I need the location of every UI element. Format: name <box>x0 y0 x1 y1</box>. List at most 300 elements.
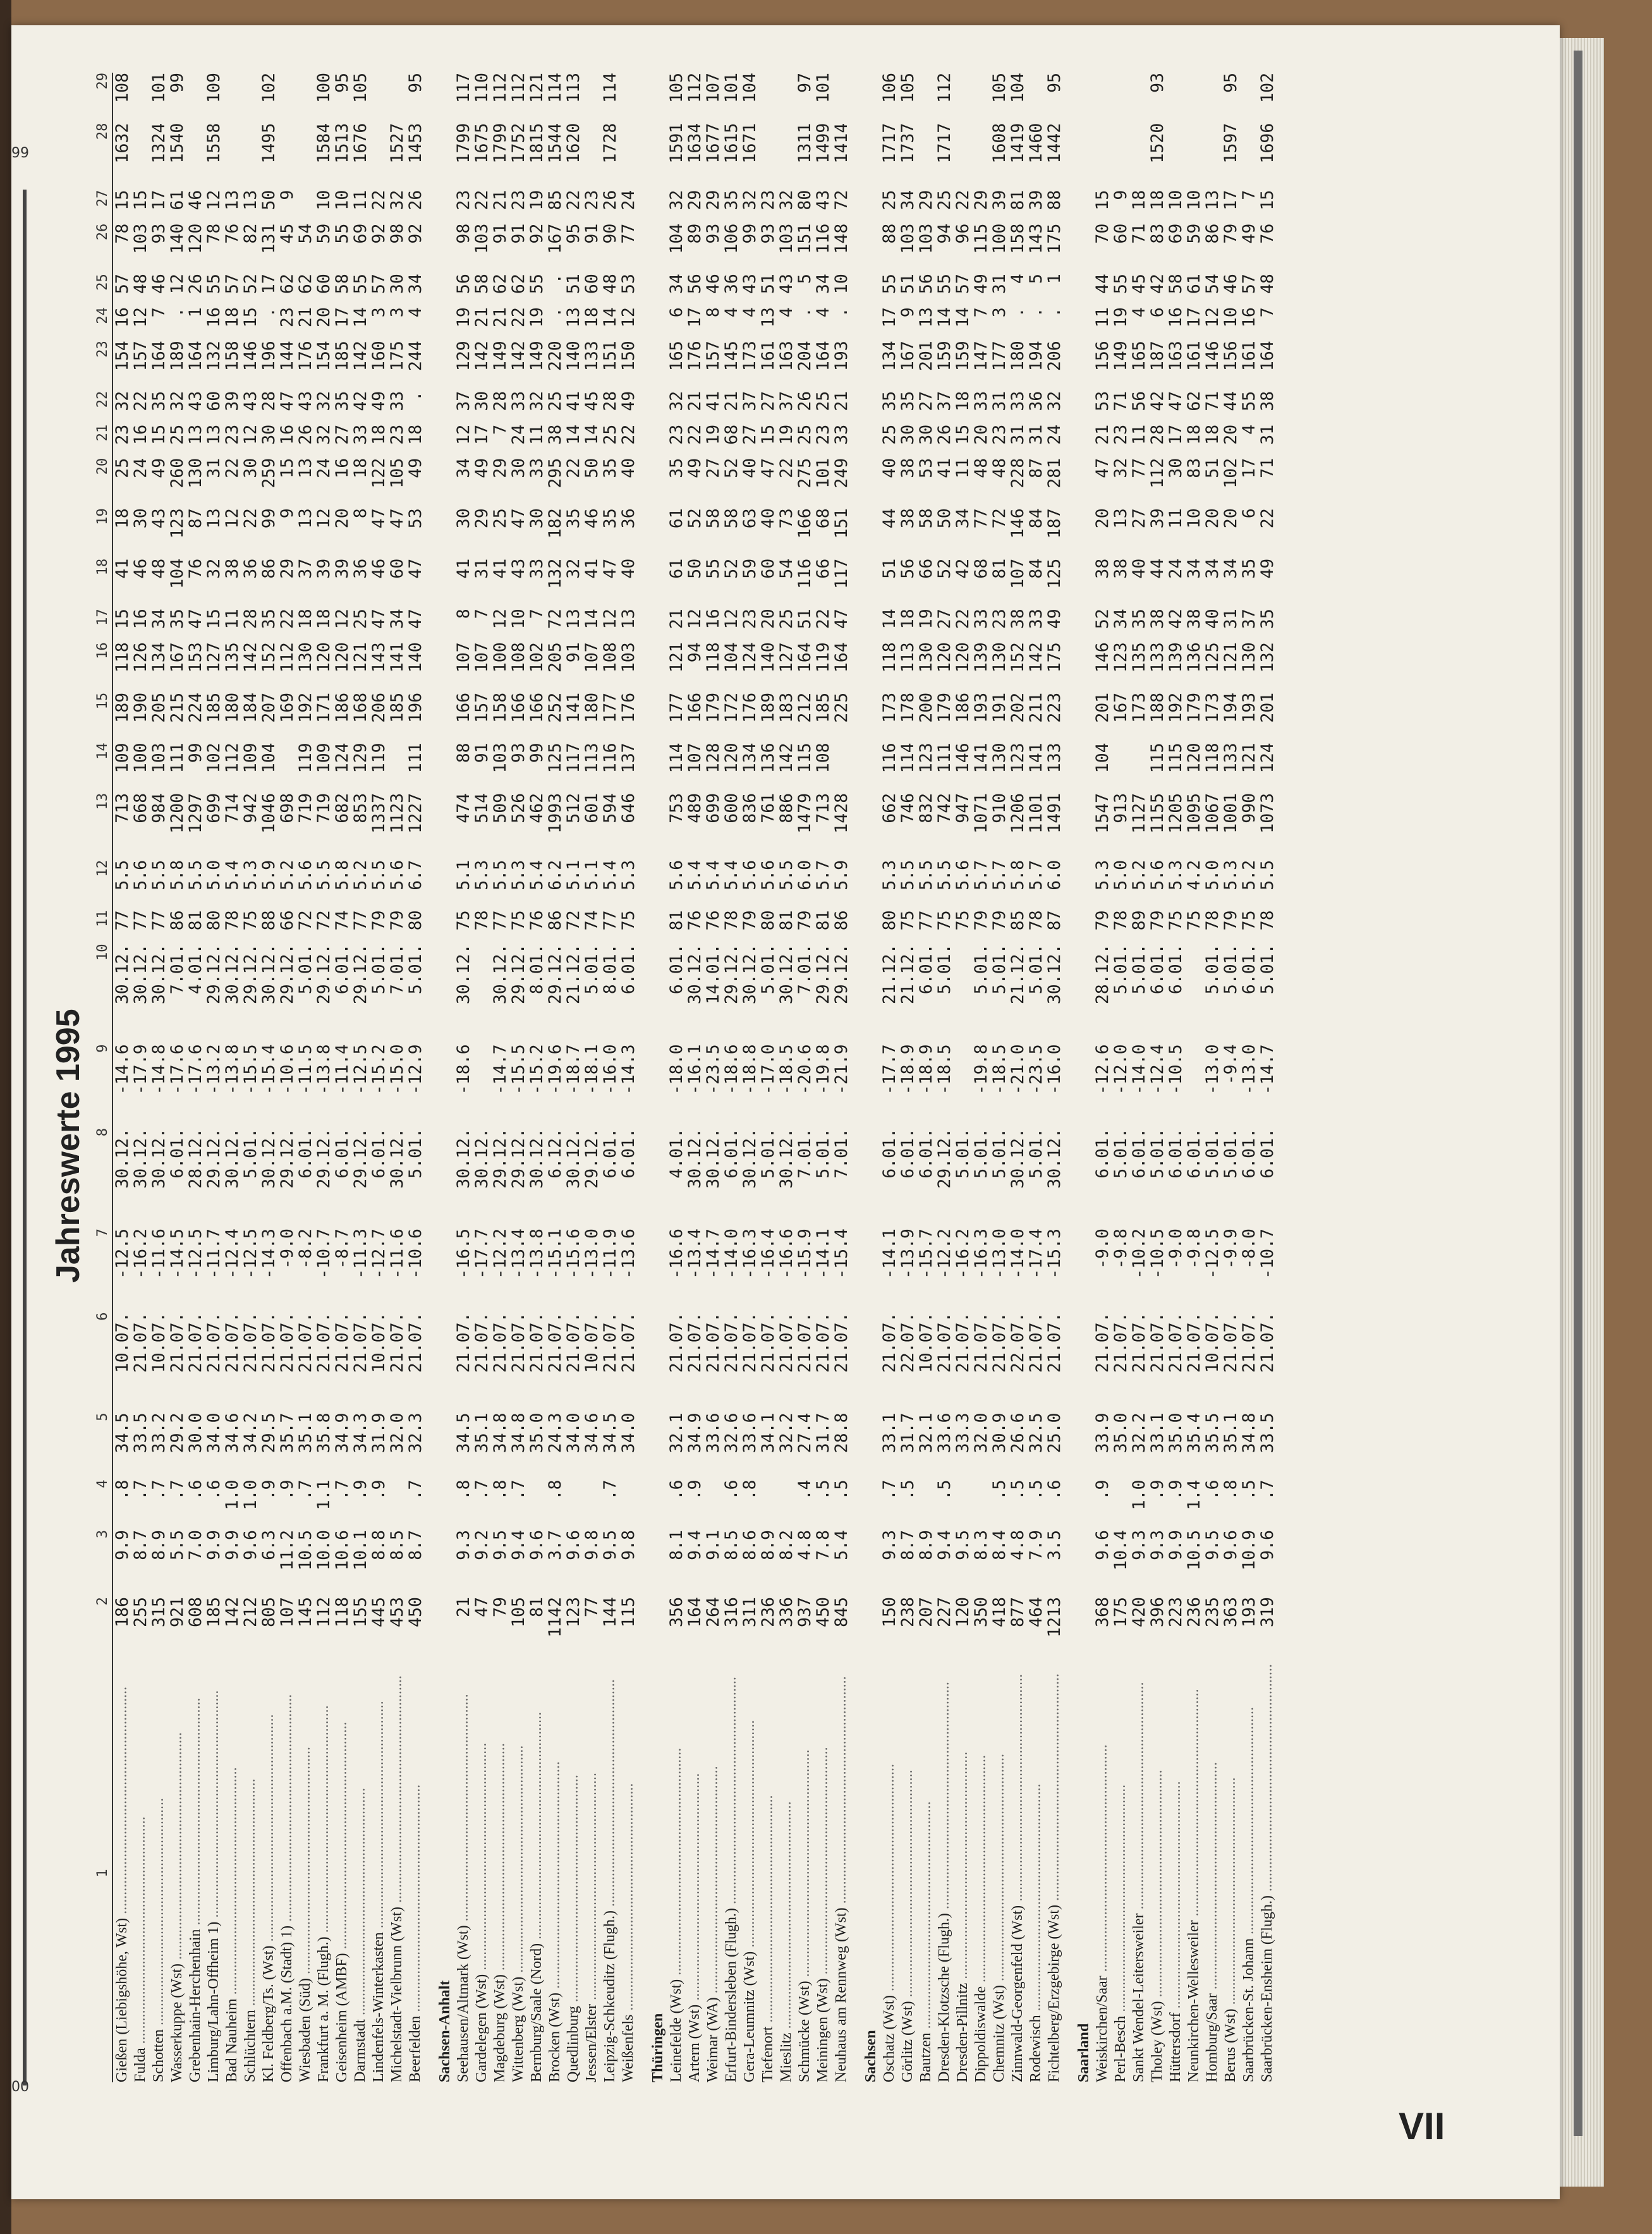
station-name: Lindenfels-Winterkasten ............................................................ <box>370 1701 387 2082</box>
cell-col-10: 5.01. <box>990 944 1009 995</box>
cell-col-9: -17.0 <box>758 1044 778 1095</box>
cell-col-2: 77 <box>582 1597 602 1617</box>
column-header-19: 19 <box>94 508 112 559</box>
cell-col-25: 55 <box>935 274 954 294</box>
station-name: Schlüchtern ............................................................ <box>242 1778 258 2082</box>
cell-col-27: 17 <box>149 190 169 210</box>
cell-col-28: 1591 <box>667 123 686 164</box>
cell-col-15: 193 <box>1239 692 1259 723</box>
cell-col-12: 5.5 <box>112 859 132 890</box>
leader-dots: ............................................................ <box>473 1742 490 1974</box>
cell-col-14: 116 <box>600 743 620 774</box>
cell-col-19: 34 <box>953 508 973 529</box>
cell-col-22: 35 <box>332 391 352 411</box>
cell-col-27: 88 <box>1045 190 1064 210</box>
cell-col-22: 33 <box>1008 391 1028 411</box>
cell-col-8: 6.01. <box>619 1127 638 1179</box>
cell-col-2: 212 <box>241 1597 260 1627</box>
cell-col-14: 107 <box>685 743 705 774</box>
cell-col-27: 10 <box>314 190 334 210</box>
cell-col-23: 134 <box>880 341 899 372</box>
cell-col-7: -14.1 <box>880 1228 899 1279</box>
cell-col-23: 145 <box>722 341 741 372</box>
cell-col-23: 173 <box>740 341 760 372</box>
cell-col-8: 7.01. <box>795 1127 815 1179</box>
cell-col-5: 32.2 <box>777 1412 796 1454</box>
cell-col-6: 21.07. <box>167 1312 187 1373</box>
cell-col-12: 5.5 <box>935 859 954 890</box>
cell-col-17: 25 <box>351 609 370 629</box>
cell-col-23: 154 <box>314 341 334 372</box>
cell-col-22: 42 <box>351 391 370 411</box>
cell-col-26: 116 <box>813 223 833 254</box>
cell-col-23: 164 <box>149 341 169 372</box>
cell-col-22: 55 <box>1239 391 1259 411</box>
cell-col-11: 88 <box>259 910 279 931</box>
cell-col-22: 37 <box>740 391 760 411</box>
cell-col-2: 144 <box>600 1597 620 1627</box>
cell-col-20: 40 <box>619 458 638 478</box>
cell-col-15: 166 <box>454 692 473 723</box>
cell-col-25: 57 <box>222 274 242 294</box>
cell-col-26: 175 <box>1045 223 1064 254</box>
cell-col-6: 21.07. <box>1258 1312 1277 1373</box>
cell-col-27: 32 <box>667 190 686 210</box>
cell-col-13: 1001 <box>1221 792 1241 834</box>
cell-col-7: -15.6 <box>564 1228 583 1279</box>
cell-col-10: 21.12. <box>880 944 899 1005</box>
cell-col-5: 29.5 <box>259 1412 279 1454</box>
cell-col-14: 128 <box>703 743 723 774</box>
cell-col-10: 6.01. <box>332 944 352 995</box>
cell-col-7: -11.6 <box>387 1228 407 1279</box>
station-name: Görlitz (Wst) ............................................................ <box>899 1770 916 2082</box>
cell-col-24: 3 <box>990 307 1009 318</box>
cell-col-10: 6.01. <box>667 944 686 995</box>
cell-col-3: 9.3 <box>1129 1530 1149 1560</box>
cell-col-27: 61 <box>167 190 187 210</box>
cell-col-19: 35 <box>564 508 583 529</box>
cell-col-8: 29.12. <box>277 1127 297 1189</box>
cell-col-5: 34.3 <box>351 1412 370 1454</box>
table-row <box>1203 73 1222 2082</box>
cell-col-23: 142 <box>472 341 492 372</box>
cell-col-11: 78 <box>1026 910 1046 931</box>
cell-col-13: 662 <box>880 792 899 823</box>
cell-col-14: 93 <box>509 743 528 763</box>
cell-col-21: 18 <box>406 424 425 445</box>
cell-col-20: 38 <box>898 458 918 478</box>
cell-col-19: 182 <box>545 508 565 539</box>
cell-col-5: 35.0 <box>1111 1412 1131 1454</box>
leader-dots: ............................................................ <box>565 1775 581 2006</box>
cell-col-2: 368 <box>1093 1597 1112 1627</box>
cell-col-26: 103 <box>472 223 492 254</box>
cell-col-18: 35 <box>1239 558 1259 579</box>
cell-col-4: .7 <box>472 1479 492 1500</box>
column-header-28: 28 <box>94 123 112 190</box>
cell-col-21: 26 <box>296 424 315 445</box>
cell-col-29: 100 <box>314 73 334 103</box>
cell-col-9: -17.7 <box>880 1044 899 1095</box>
cell-col-28 <box>131 123 150 190</box>
cell-col-2: 107 <box>277 1597 297 1627</box>
cell-col-14: 141 <box>1026 743 1046 774</box>
cell-col-19: 63 <box>740 508 760 529</box>
cell-col-21: 12 <box>241 424 260 445</box>
cell-col-6: 21.07. <box>527 1312 547 1373</box>
cell-col-15: 207 <box>259 692 279 723</box>
cell-col-12: 5.1 <box>564 859 583 890</box>
cell-col-24: 3 <box>369 307 389 318</box>
cell-col-29 <box>1093 73 1112 123</box>
cell-col-27: 23 <box>582 190 602 210</box>
cell-col-12: 5.0 <box>1203 859 1222 890</box>
cell-col-14: 136 <box>758 743 778 774</box>
cell-col-11: 77 <box>600 910 620 931</box>
cell-col-16: 107 <box>472 642 492 673</box>
cell-col-3: 9.6 <box>527 1530 547 1560</box>
cell-col-21: 23 <box>387 424 407 445</box>
cell-col-17: 35 <box>167 609 187 629</box>
cell-col-28: 1499 <box>813 123 833 164</box>
cell-col-14 <box>278 743 296 793</box>
cell-col-27: 85 <box>545 190 565 210</box>
cell-col-29 <box>972 73 990 123</box>
cell-col-3: 9.3 <box>880 1530 899 1560</box>
table-row <box>1185 73 1203 2082</box>
cell-col-24: . <box>545 307 565 318</box>
cell-col-9: -14.8 <box>149 1044 169 1095</box>
cell-col-23: 165 <box>667 341 686 372</box>
leader-dots: ............................................................ <box>150 1798 167 2029</box>
cell-col-16: 118 <box>112 642 132 673</box>
cell-col-2: 356 <box>667 1597 686 1627</box>
cell-col-27: 10 <box>1166 190 1186 210</box>
cell-col-25: . <box>545 274 565 284</box>
cell-col-28 <box>1203 123 1222 190</box>
cell-col-17: 21 <box>667 609 686 629</box>
cell-col-19: 99 <box>259 508 279 529</box>
cell-col-18: 29 <box>277 558 297 579</box>
cell-col-7: -16.4 <box>758 1228 778 1279</box>
cell-col-2: 264 <box>703 1597 723 1627</box>
cell-col-17: 15 <box>112 609 132 629</box>
cell-col-11: 75 <box>454 910 473 931</box>
cell-col-26: 71 <box>1129 223 1149 244</box>
cell-col-16: 142 <box>241 642 260 673</box>
cell-col-26: 93 <box>703 223 723 244</box>
leader-dots: ............................................................ <box>1204 1762 1220 1994</box>
cell-col-11: 75 <box>935 910 954 931</box>
cell-col-29 <box>296 73 315 123</box>
cell-col-6: 21.07. <box>1148 1312 1167 1373</box>
station-name: Bautzen ............................................................ <box>918 1801 934 2082</box>
cell-col-10: 28.12. <box>1093 944 1112 1005</box>
cell-col-18: 40 <box>619 558 638 579</box>
cell-col-24: 4 <box>1129 307 1149 318</box>
cell-col-19: 11 <box>1166 508 1186 529</box>
cell-col-22: 33 <box>509 391 528 411</box>
cell-col-2: 316 <box>722 1597 741 1627</box>
cell-col-12: 5.3 <box>1093 859 1112 890</box>
cell-col-2: 120 <box>953 1597 973 1627</box>
cell-col-2: 186 <box>112 1597 132 1627</box>
cell-col-9: -15.2 <box>527 1044 547 1095</box>
cell-col-27: 43 <box>813 190 833 210</box>
station-name: Perl-Besch ............................................................ <box>1112 1784 1129 2082</box>
cell-col-4: .7 <box>1258 1479 1277 1500</box>
cell-col-18: 24 <box>1166 558 1186 579</box>
cell-col-17: 22 <box>813 609 833 629</box>
cell-col-7: -14.5 <box>167 1228 187 1279</box>
cell-col-12: 5.3 <box>880 859 899 890</box>
cell-col-10: 5.01. <box>758 944 778 995</box>
cell-col-10: 6.01. <box>1166 944 1186 995</box>
cell-col-5: 34.1 <box>758 1412 778 1454</box>
cell-col-10: 5.01. <box>971 944 991 995</box>
cell-col-22: 26 <box>795 391 815 411</box>
cell-col-25: 62 <box>277 274 297 294</box>
cell-col-24: 8 <box>703 307 723 318</box>
cell-col-6: 22.07. <box>898 1312 918 1373</box>
cell-col-19: 46 <box>582 508 602 529</box>
cell-col-26: 91 <box>582 223 602 244</box>
cell-col-20: 30 <box>509 458 528 478</box>
cell-col-8: 5.01. <box>241 1127 260 1179</box>
cell-col-8: 30.12. <box>387 1127 407 1189</box>
cell-col-29: 102 <box>259 73 279 103</box>
cell-col-7: -14.7 <box>703 1228 723 1279</box>
cell-col-10: 30.12. <box>131 944 150 1005</box>
table-row <box>333 73 351 2082</box>
leader-dots: ............................................................ <box>973 1755 989 1987</box>
cell-col-4: .7 <box>880 1479 899 1500</box>
cell-col-3: 10.6 <box>332 1530 352 1570</box>
cell-col-23: 149 <box>490 341 510 372</box>
cell-col-21: 23 <box>222 424 242 445</box>
cell-col-3: 5.5 <box>167 1530 187 1560</box>
cell-col-19: 40 <box>758 508 778 529</box>
cell-col-24: 12 <box>131 307 150 328</box>
cell-col-9: -15.0 <box>387 1044 407 1095</box>
cell-col-7: -11.9 <box>600 1228 620 1279</box>
cell-col-26: 59 <box>1184 223 1204 244</box>
cell-col-19: 20 <box>1221 508 1241 529</box>
cell-col-3: 9.6 <box>1093 1530 1112 1560</box>
cell-col-22: 41 <box>564 391 583 411</box>
cell-col-23: 189 <box>167 341 187 372</box>
cell-col-22: 43 <box>186 391 205 411</box>
cell-col-4: .7 <box>167 1479 187 1500</box>
cell-col-24: 13 <box>916 307 936 328</box>
cell-col-12: 5.6 <box>758 859 778 890</box>
cell-col-7: -8.2 <box>296 1228 315 1269</box>
cell-col-24: 16 <box>112 307 132 328</box>
cell-col-18: 38 <box>1093 558 1112 579</box>
cell-col-25: 30 <box>387 274 407 294</box>
cell-col-28 <box>1240 123 1258 190</box>
cell-col-16: 112 <box>277 642 297 673</box>
cell-col-8: 6.01. <box>369 1127 389 1179</box>
cell-col-9: -10.5 <box>1166 1044 1186 1095</box>
column-header-24: 24 <box>94 307 112 341</box>
cell-col-12: 5.4 <box>600 859 620 890</box>
table-row <box>278 73 296 2082</box>
cell-col-20: 13 <box>296 458 315 478</box>
cell-col-28 <box>296 123 315 190</box>
cell-col-18: 41 <box>490 558 510 579</box>
column-header-16: 16 <box>94 642 112 693</box>
cell-col-24: 4 <box>813 307 833 318</box>
cell-col-17: 18 <box>296 609 315 629</box>
cell-col-29: 105 <box>351 73 370 103</box>
cell-col-5: 34.0 <box>564 1412 583 1454</box>
cell-col-9: -23.5 <box>1026 1044 1046 1095</box>
cell-col-7: -8.7 <box>332 1228 352 1269</box>
cell-col-24: 14 <box>351 307 370 328</box>
cell-col-2: 845 <box>832 1597 851 1627</box>
cell-col-29 <box>1027 73 1045 123</box>
cell-col-3: 9.4 <box>685 1530 705 1560</box>
cell-col-3: 9.6 <box>241 1530 260 1560</box>
cell-col-18: 104 <box>167 558 187 589</box>
cell-col-27: 11 <box>351 190 370 210</box>
cell-col-28 <box>278 123 296 190</box>
cell-col-18: 36 <box>351 558 370 579</box>
cell-col-11: 79 <box>369 910 389 931</box>
cell-col-15: 167 <box>1111 692 1131 723</box>
cell-col-13: 753 <box>667 792 686 823</box>
table-row <box>1045 73 1064 2082</box>
cell-col-28: 1752 <box>509 123 528 164</box>
cell-col-3: 9.4 <box>509 1530 528 1560</box>
cell-col-26: 76 <box>1258 223 1277 244</box>
cell-col-6: 21.07. <box>454 1312 473 1373</box>
group-title: Sachsen <box>863 2030 879 2082</box>
cell-col-15: 179 <box>935 692 954 723</box>
cell-col-24: 18 <box>222 307 242 328</box>
cell-col-27: 80 <box>795 190 815 210</box>
cell-col-29: 95 <box>1221 73 1241 93</box>
cell-col-20: 49 <box>406 458 425 478</box>
cell-col-10 <box>954 944 972 1044</box>
cell-col-18: 52 <box>722 558 741 579</box>
cell-col-12: 5.6 <box>296 859 315 890</box>
cell-col-20: 71 <box>1258 458 1277 478</box>
cell-col-23: 194 <box>1026 341 1046 372</box>
cell-col-25: 51 <box>898 274 918 294</box>
cell-col-28 <box>1130 123 1148 190</box>
leader-dots: ............................................................ <box>407 1784 423 2016</box>
column-header-22: 22 <box>94 391 112 425</box>
cell-col-25: 62 <box>296 274 315 294</box>
cell-col-11: 77 <box>112 910 132 931</box>
cell-col-6: 21.07. <box>1026 1312 1046 1373</box>
cell-col-8: 30.12. <box>527 1127 547 1189</box>
cell-col-19: 10 <box>1184 508 1204 529</box>
cell-col-14: 134 <box>740 743 760 774</box>
cell-col-22: 56 <box>1129 391 1149 411</box>
cell-col-27: 81 <box>1008 190 1028 210</box>
cell-col-14: 124 <box>1258 743 1277 774</box>
cell-col-3: 7.9 <box>1026 1530 1046 1560</box>
cell-col-21: 23 <box>990 424 1009 445</box>
cell-col-13: 646 <box>619 792 638 823</box>
cell-col-19: 39 <box>1148 508 1167 529</box>
cell-col-20: 48 <box>990 458 1009 478</box>
cell-col-13: 836 <box>740 792 760 823</box>
cell-col-7: -9.8 <box>1184 1228 1204 1269</box>
cell-col-18: 54 <box>777 558 796 579</box>
cell-col-14: 109 <box>241 743 260 774</box>
cell-col-4: .7 <box>600 1479 620 1500</box>
cell-col-19: 30 <box>131 508 150 529</box>
cell-col-29: 114 <box>545 73 565 103</box>
cell-col-21: 15 <box>758 424 778 445</box>
cell-col-5: 32.3 <box>406 1412 425 1454</box>
cell-col-16: 164 <box>795 642 815 673</box>
cell-col-14 <box>388 743 406 793</box>
cell-col-14: 111 <box>935 743 954 774</box>
cell-col-20: 53 <box>916 458 936 478</box>
table-row <box>935 73 954 2082</box>
cell-col-23: 158 <box>222 341 242 372</box>
cell-col-6: 10.07. <box>582 1312 602 1373</box>
cell-col-14: 112 <box>222 743 242 774</box>
cell-col-17: 12 <box>685 609 705 629</box>
cell-col-8: 6.01. <box>296 1127 315 1179</box>
cell-col-13: 489 <box>685 792 705 823</box>
cell-col-20: 49 <box>149 458 169 478</box>
cell-col-17: 20 <box>758 609 778 629</box>
cell-col-13: 699 <box>703 792 723 823</box>
leader-dots: ............................................................ <box>187 1697 203 1929</box>
table-row <box>186 73 205 2082</box>
cell-col-12: 5.6 <box>667 859 686 890</box>
cell-col-12: 5.3 <box>1166 859 1186 890</box>
cell-col-10: 29.12. <box>722 944 741 1005</box>
cell-col-23: 161 <box>758 341 778 372</box>
cell-col-13: 913 <box>1111 792 1131 823</box>
cell-col-8: 30.12. <box>259 1127 279 1189</box>
cell-col-5: 34.8 <box>490 1412 510 1454</box>
cell-col-3: 9.1 <box>703 1530 723 1560</box>
cell-col-16: 135 <box>1129 642 1149 673</box>
cell-col-20: 32 <box>1111 458 1131 478</box>
cell-col-16: 120 <box>314 642 334 673</box>
cell-col-6: 21.07. <box>406 1312 425 1373</box>
cell-col-15: 176 <box>740 692 760 723</box>
cell-col-7: -17.4 <box>1026 1228 1046 1279</box>
cell-col-17: 22 <box>953 609 973 629</box>
cell-col-19: 12 <box>314 508 334 529</box>
leader-dots: ............................................................ <box>1241 1707 1257 1939</box>
cell-col-21: 25 <box>880 424 899 445</box>
cell-col-21: 32 <box>314 424 334 445</box>
cell-col-5: 35.7 <box>277 1412 297 1454</box>
cell-col-25: 48 <box>1258 274 1277 294</box>
cell-col-8: 30.12. <box>131 1127 150 1189</box>
cell-col-24: 10 <box>1221 307 1241 328</box>
column-header-6: 6 <box>94 1313 112 1413</box>
station-name: Magdeburg (Wst) ............................................................ <box>492 1743 508 2082</box>
cell-col-9: -12.5 <box>351 1044 370 1095</box>
table-row <box>972 73 990 2082</box>
cell-col-10: 5.01. <box>1129 944 1149 995</box>
cell-col-27: 29 <box>703 190 723 210</box>
cell-col-8: 30.12. <box>777 1127 796 1189</box>
